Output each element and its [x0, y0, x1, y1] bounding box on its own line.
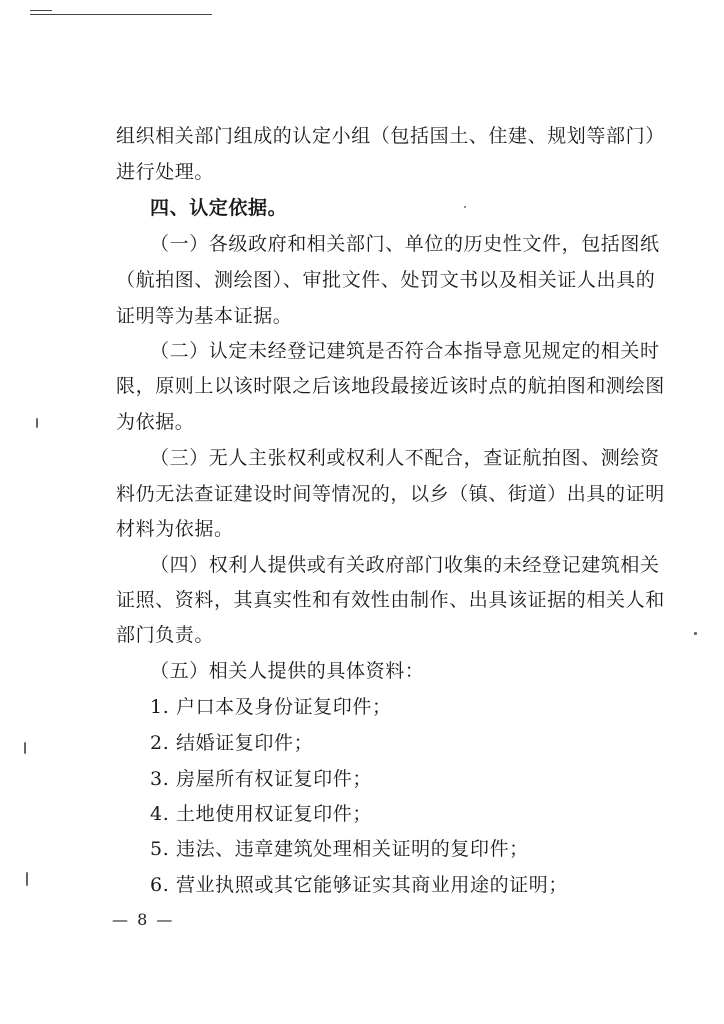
text-line: （五）相关人提供的具体资料： — [150, 660, 425, 682]
text-line: 料仍无法查证建设时间等情况的，以乡（镇、街道）出具的证明 — [116, 483, 665, 505]
text-line: 限，原则上以该时限之后该地段最接近该时点的航拍图和测绘图 — [116, 375, 665, 397]
page-number: — 8 — — [112, 910, 175, 929]
section-heading: 四、认定依据。 — [150, 197, 288, 219]
scan-speck — [36, 418, 38, 428]
list-item: 4. 土地使用权证复印件； — [150, 803, 372, 825]
scan-speck — [694, 632, 697, 635]
list-item: 3. 房屋所有权证复印件； — [150, 768, 372, 790]
top-rule-mark — [30, 10, 52, 11]
scan-speck — [24, 742, 26, 754]
list-item: 6. 营业执照或其它能够证实其商业用途的证明； — [150, 874, 568, 896]
text-line: 部门负责。 — [116, 624, 215, 646]
text-line: 进行处理。 — [116, 161, 215, 183]
scan-speck — [26, 872, 28, 886]
text-line: （三）无人主张权利或权利人不配合，查证航拍图、测绘资 — [150, 447, 660, 469]
text-line: 组织相关部门组成的认定小组（包括国土、住建、规划等部门） — [116, 125, 665, 147]
text-line: 证照、资料，其真实性和有效性由制作、出具该证据的相关人和 — [116, 589, 665, 611]
list-item: 2. 结婚证复印件； — [150, 732, 314, 754]
top-rule — [30, 14, 212, 15]
scan-speck — [464, 206, 466, 208]
list-item: 5. 违法、违章建筑处理相关证明的复印件； — [150, 838, 529, 860]
text-line: （一）各级政府和相关部门、单位的历史性文件，包括图纸 — [150, 233, 660, 255]
text-line: 为依据。 — [116, 411, 195, 433]
text-line: 材料为依据。 — [116, 518, 234, 540]
text-line: （二）认定未经登记建筑是否符合本指导意见规定的相关时 — [150, 340, 660, 362]
list-item: 1. 户口本及身份证复印件； — [150, 696, 392, 718]
text-line: （航拍图、测绘图）、审批文件、处罚文书以及相关证人出具的 — [116, 269, 656, 291]
text-line: 证明等为基本证据。 — [116, 305, 293, 327]
text-line: （四）权利人提供或有关政府部门收集的未经登记建筑相关 — [150, 554, 660, 576]
